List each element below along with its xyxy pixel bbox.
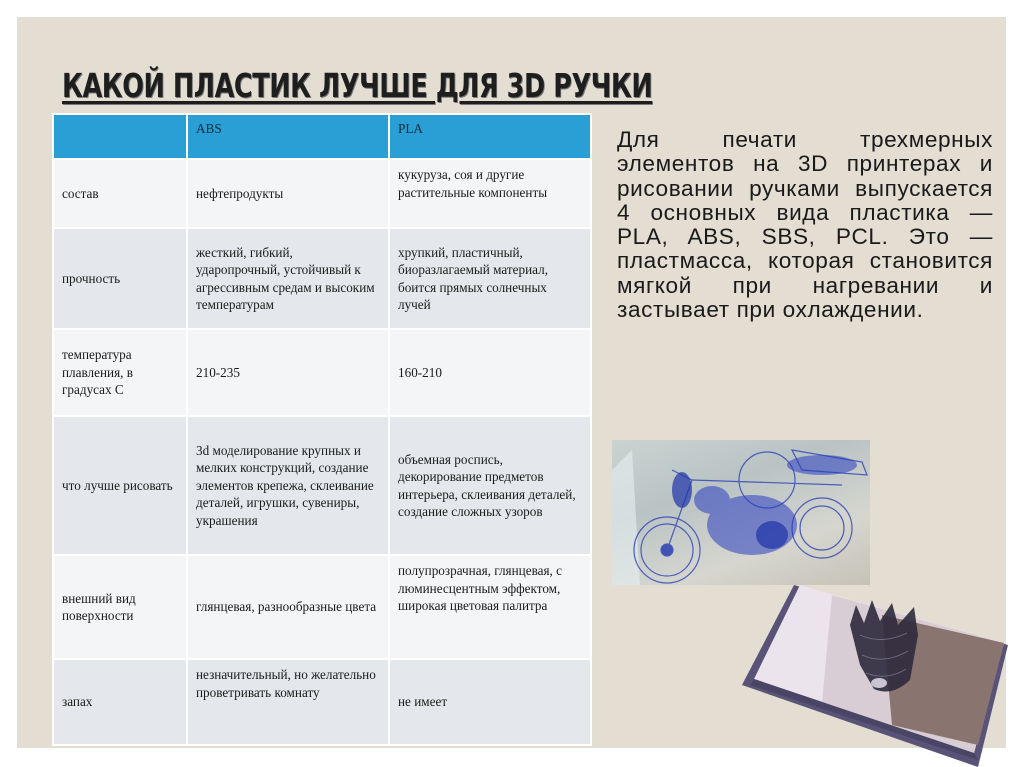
- abs-value: 3d моделирование крупных и мелких конструкций, создание элементов крепежа, склеивание деталей, игрушки, сувениры, украшения: [188, 417, 388, 554]
- pla-value: кукуруза, соя и другие растительные компоненты: [390, 160, 590, 227]
- header-cell-empty: [54, 115, 186, 158]
- table-row: [54, 160, 590, 227]
- table-row: [54, 660, 590, 744]
- table-row: [54, 556, 590, 658]
- plastic-comparison-table: [52, 113, 592, 746]
- abs-value: глянцевая, разнообразные цвета: [188, 556, 388, 658]
- abs-value: жесткий, гибкий, ударопрочный, устойчивый к агрессивным средам и высоким температурам: [188, 229, 388, 328]
- pla-value: не имеет: [390, 660, 590, 744]
- abs-value: 210-235: [188, 330, 388, 415]
- table-row: [54, 417, 590, 554]
- row-label: запах: [54, 660, 186, 744]
- pla-value: 160-210: [390, 330, 590, 415]
- motorcycle-photo: [612, 440, 870, 585]
- row-label: температура плавления, в градусах С: [54, 330, 186, 415]
- row-label: что лучше рисовать: [54, 417, 186, 554]
- abs-value: незначительный, но желательно проветривать комнату: [188, 660, 388, 744]
- pla-value: объемная роспись, декорирование предметов интерьера, склеивания деталей, создание сложных узоров: [390, 417, 590, 554]
- header-cell-abs: ABS: [188, 115, 388, 158]
- row-label: прочность: [54, 229, 186, 328]
- row-label: внешний вид поверхности: [54, 556, 186, 658]
- row-label: состав: [54, 160, 186, 227]
- description-paragraph: Для печати трехмерных элементов на 3D принтерах и рисовании ручками выпускается 4 основных вида пластика — PLA, ABS, SBS, PCL. Это — пластмасса, которая становится мягкой при нагревании и застывает при охлаждении.: [617, 127, 993, 323]
- pla-value: хрупкий, пластичный, биоразлагаемый материал, боится прямых солнечных лучей: [390, 229, 590, 328]
- table-row: [54, 229, 590, 328]
- abs-value: нефтепродукты: [188, 160, 388, 227]
- header-cell-pla: PLA: [390, 115, 590, 158]
- table-header-row: [54, 115, 590, 158]
- blue-motorcycle-image-icon: [612, 440, 870, 585]
- pla-value: полупрозрачная, глянцевая, с люминесцентным эффектом, широкая цветовая палитра: [390, 556, 590, 658]
- dark-crown-image-icon: [742, 585, 1008, 767]
- slide-title: КАКОЙ ПЛАСТИК ЛУЧШЕ ДЛЯ 3D РУЧКИ: [62, 66, 653, 105]
- crown-photo: [742, 585, 1008, 767]
- table-row: [54, 330, 590, 415]
